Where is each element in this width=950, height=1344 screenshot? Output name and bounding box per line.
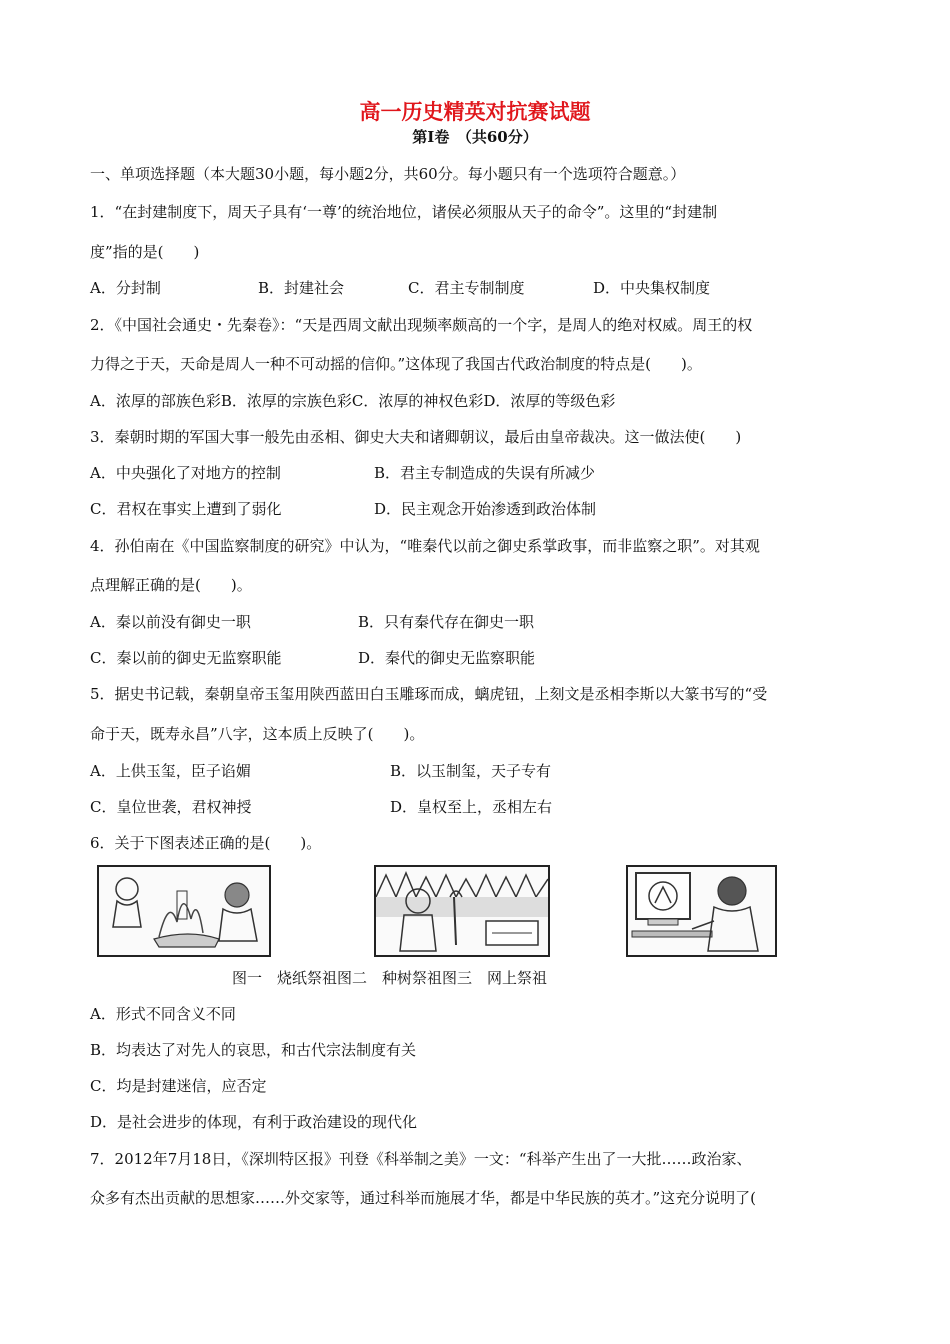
figure-caption: 图一 烧纸祭祖图二 种树祭祖图三 网上祭祖 (232, 969, 548, 987)
q4-option-b: B．只有秦代存在御史一职 (358, 613, 535, 631)
q5-option-a: A．上供玉玺，臣子谄媚 (90, 762, 251, 780)
q1-stem-line2: 度”指的是( ) (90, 243, 200, 261)
q7-stem-line2: 众多有杰出贡献的思想家……外交家等，通过科举而施展才华，都是中华民族的英才。”这充分说明了( (90, 1189, 757, 1207)
q4-stem-line2: 点理解正确的是( )。 (90, 576, 252, 594)
q5-stem-line2: 命于天，既寿永昌”八字，这本质上反映了( )。 (90, 725, 425, 743)
q4-option-a: A．秦以前没有御史一职 (90, 613, 251, 631)
q4-option-d: D．秦代的御史无监察职能 (358, 649, 536, 667)
q1-stem-line1: 1．“在封建制度下，周天子具有‘一尊’的统治地位，诸侯必须服从天子的命令”。这里的“封建制 (90, 203, 718, 221)
figure-burning-paper-illustration (97, 865, 271, 957)
q3-option-b: B．君主专制造成的失误有所减少 (374, 464, 596, 482)
q6-option-a: A．形式不同含义不同 (90, 1005, 236, 1023)
q6-option-b: B．均表达了对先人的哀思，和古代宗法制度有关 (90, 1041, 417, 1059)
q4-stem-line1: 4．孙伯南在《中国监察制度的研究》中认为，“唯秦代以前之御史系掌政事，而非监察之职”。对其观 (90, 537, 760, 555)
page-title: 高一历史精英对抗赛试题 (359, 100, 591, 124)
q6-option-d: D．是社会进步的体现，有利于政治建设的现代化 (90, 1113, 418, 1131)
q4-option-c: C．秦以前的御史无监察职能 (90, 649, 282, 667)
q1-option-c: C．君主专制制度 (408, 279, 525, 297)
q5-option-d: D．皇权至上，丞相左右 (390, 798, 553, 816)
figure-online-memorial-illustration (626, 865, 777, 957)
q5-stem-line1: 5．据史书记载，秦朝皇帝玉玺用陕西蓝田白玉雕琢而成，螭虎钮，上刻文是丞相李斯以大篆书写的“受 (90, 685, 768, 703)
page-subtitle: 第Ⅰ卷 （共60分） (412, 128, 538, 146)
q3-option-a: A．中央强化了对地方的控制 (90, 464, 281, 482)
q1-option-b: B．封建社会 (258, 279, 345, 297)
q3-stem-line1: 3．秦朝时期的军国大事一般先由丞相、御史大夫和诸卿朝议，最后由皇帝裁决。这一做法使( ) (90, 428, 742, 446)
q6-option-c: C．均是封建迷信，应否定 (90, 1077, 267, 1095)
q1-option-a: A．分封制 (90, 279, 161, 297)
q5-option-c: C．皇位世袭，君权神授 (90, 798, 252, 816)
q2-stem-line1: 2．《中国社会通史・先秦卷》：“天是西周文献出现频率颇高的一个字，是周人的绝对权威。周王的权 (90, 316, 753, 334)
q2-options: A．浓厚的部族色彩B．浓厚的宗族色彩C．浓厚的神权色彩D．浓厚的等级色彩 (90, 392, 616, 410)
q7-stem-line1: 7．2012年7月18日，《深圳特区报》刊登《科举制之美》一文：“科举产生出了一大批……政治家、 (90, 1150, 752, 1168)
figure-planting-tree-illustration (374, 865, 550, 957)
q3-option-c: C．君权在事实上遭到了弱化 (90, 500, 282, 518)
q6-stem-line1: 6．关于下图表述正确的是( )。 (90, 834, 322, 852)
q1-option-d: D．中央集权制度 (593, 279, 711, 297)
q3-option-d: D．民主观念开始渗透到政治体制 (374, 500, 597, 518)
q5-option-b: B．以玉制玺，天子专有 (390, 762, 552, 780)
q2-stem-line2: 力得之于天，天命是周人一种不可动摇的信仰。”这体现了我国古代政治制度的特点是( )。 (90, 355, 702, 373)
section-heading: 一、单项选择题（本大题30小题，每小题2分，共60分。每小题只有一个选项符合题意。） (90, 165, 686, 183)
